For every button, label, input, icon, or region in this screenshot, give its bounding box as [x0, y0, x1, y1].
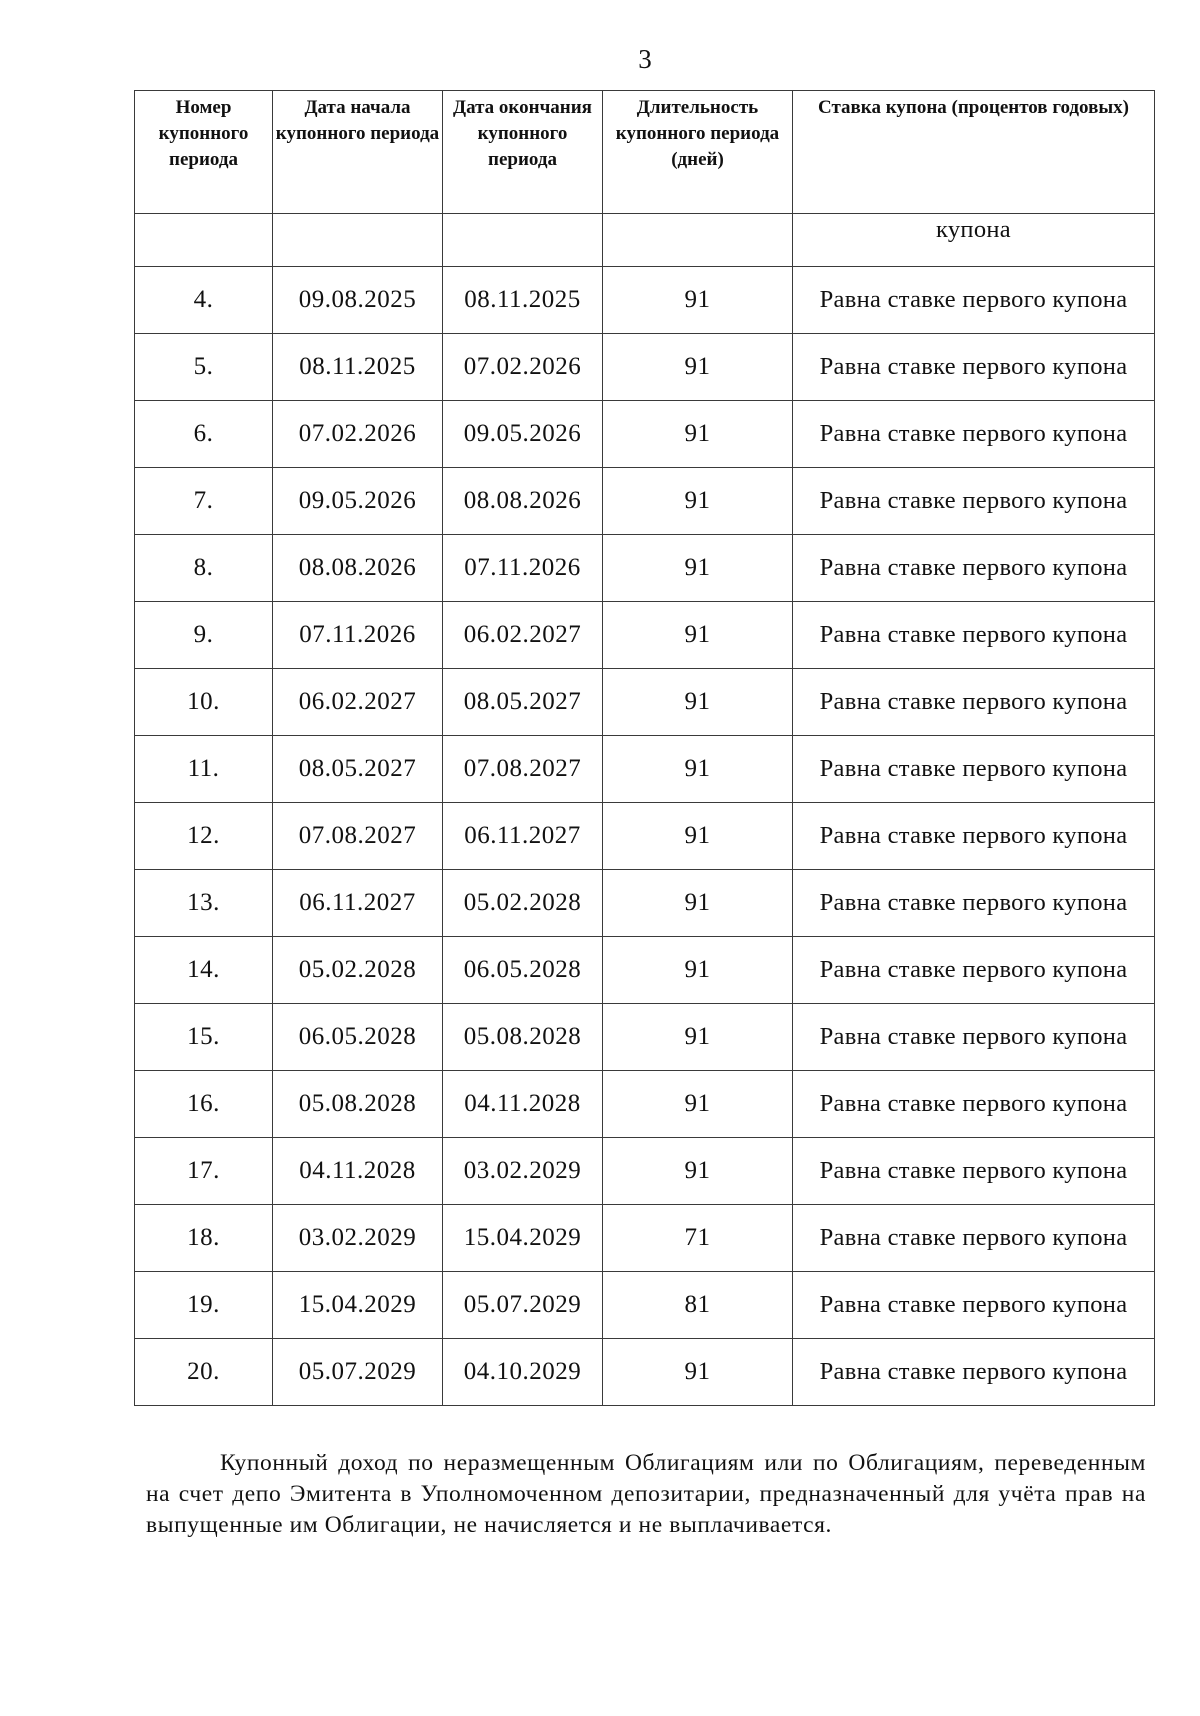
start-date-cell: 03.02.2029: [273, 1205, 443, 1272]
end-date-cell: 07.11.2026: [443, 535, 603, 602]
start-date-cell: 05.08.2028: [273, 1071, 443, 1138]
table-row: [135, 602, 1155, 669]
duration-cell: 91: [603, 535, 793, 602]
table-row: [135, 401, 1155, 468]
page-number: 3: [638, 44, 652, 74]
table-row: [135, 334, 1155, 401]
period-number-cell: 13.: [135, 870, 273, 937]
start-date-cell: 07.11.2026: [273, 602, 443, 669]
start-date-cell: 06.11.2027: [273, 870, 443, 937]
duration-cell: 91: [603, 803, 793, 870]
table-row: [135, 870, 1155, 937]
coupon-rate-cell: Равна ставке первого купона: [793, 669, 1155, 736]
table-row: [135, 267, 1155, 334]
end-date-cell: 05.02.2028: [443, 870, 603, 937]
coupon-rate-cell: Равна ставке первого купона: [793, 1004, 1155, 1071]
duration-cell: 91: [603, 736, 793, 803]
start-date-cell: 15.04.2029: [273, 1272, 443, 1339]
header-start-date: Дата начала купонного периода: [273, 91, 443, 214]
start-date-cell: 07.08.2027: [273, 803, 443, 870]
duration-cell: 91: [603, 1071, 793, 1138]
note-text: Купонный доход по неразмещенным Облигациям или по Облигациям, переведенным на счет депо Эмитента в Уполномоченном депозитарии, предназначенный для учёта прав на выпущенные им Облигации, не начисляется и не выплачивается.: [146, 1450, 1146, 1538]
period-number-cell: 19.: [135, 1272, 273, 1339]
table-row: [135, 736, 1155, 803]
start-date-cell: 05.02.2028: [273, 937, 443, 1004]
start-date-cell: 06.05.2028: [273, 1004, 443, 1071]
table-header-row: [135, 91, 1155, 214]
end-date-cell: 05.08.2028: [443, 1004, 603, 1071]
table-row: [135, 669, 1155, 736]
duration-cell: 91: [603, 267, 793, 334]
end-date-cell: 08.08.2026: [443, 468, 603, 535]
table-cell: [443, 214, 603, 267]
period-number-cell: 9.: [135, 602, 273, 669]
start-date-cell: 09.08.2025: [273, 267, 443, 334]
start-date-cell: 08.11.2025: [273, 334, 443, 401]
end-date-cell: 04.10.2029: [443, 1339, 603, 1406]
table-row: [135, 1272, 1155, 1339]
period-number-cell: 7.: [135, 468, 273, 535]
table-cell: [135, 214, 273, 267]
table-row: [135, 1339, 1155, 1406]
duration-cell: 91: [603, 401, 793, 468]
duration-cell: 91: [603, 602, 793, 669]
coupon-rate-cell: Равна ставке первого купона: [793, 535, 1155, 602]
period-number-cell: 4.: [135, 267, 273, 334]
coupon-rate-cell: Равна ставке первого купона: [793, 267, 1155, 334]
start-date-cell: 06.02.2027: [273, 669, 443, 736]
end-date-cell: 08.11.2025: [443, 267, 603, 334]
end-date-cell: 06.05.2028: [443, 937, 603, 1004]
coupon-rate-cell: Равна ставке первого купона: [793, 468, 1155, 535]
header-end-date: Дата окончания купонного периода: [443, 91, 603, 214]
start-date-cell: 08.05.2027: [273, 736, 443, 803]
duration-cell: 91: [603, 870, 793, 937]
coupon-schedule-table: [134, 90, 1155, 1406]
period-number-cell: 6.: [135, 401, 273, 468]
coupon-rate-cell: Равна ставке первого купона: [793, 1272, 1155, 1339]
duration-cell: 91: [603, 1138, 793, 1205]
table-row: [135, 803, 1155, 870]
end-date-cell: 08.05.2027: [443, 669, 603, 736]
duration-cell: 91: [603, 937, 793, 1004]
duration-cell: 91: [603, 1004, 793, 1071]
table-row: [135, 937, 1155, 1004]
coupon-rate-cell: Равна ставке первого купона: [793, 1138, 1155, 1205]
duration-cell: 91: [603, 468, 793, 535]
end-date-cell: 07.02.2026: [443, 334, 603, 401]
period-number-cell: 20.: [135, 1339, 273, 1406]
continuation-rate-cell: купона: [793, 214, 1155, 267]
table-row: [135, 1071, 1155, 1138]
start-date-cell: 09.05.2026: [273, 468, 443, 535]
period-number-cell: 16.: [135, 1071, 273, 1138]
end-date-cell: 15.04.2029: [443, 1205, 603, 1272]
end-date-cell: 09.05.2026: [443, 401, 603, 468]
header-coupon-rate: Ставка купона (процентов годовых): [793, 91, 1155, 214]
table-row: [135, 1138, 1155, 1205]
end-date-cell: 07.08.2027: [443, 736, 603, 803]
start-date-cell: 05.07.2029: [273, 1339, 443, 1406]
coupon-rate-cell: Равна ставке первого купона: [793, 334, 1155, 401]
period-number-cell: 17.: [135, 1138, 273, 1205]
coupon-rate-cell: Равна ставке первого купона: [793, 870, 1155, 937]
period-number-cell: 18.: [135, 1205, 273, 1272]
period-number-cell: 8.: [135, 535, 273, 602]
coupon-rate-cell: Равна ставке первого купона: [793, 736, 1155, 803]
table-row: [135, 1004, 1155, 1071]
coupon-rate-cell: Равна ставке первого купона: [793, 1339, 1155, 1406]
duration-cell: 81: [603, 1272, 793, 1339]
start-date-cell: 07.02.2026: [273, 401, 443, 468]
coupon-rate-cell: Равна ставке первого купона: [793, 937, 1155, 1004]
period-number-cell: 5.: [135, 334, 273, 401]
period-number-cell: 11.: [135, 736, 273, 803]
duration-cell: 91: [603, 669, 793, 736]
header-duration: Длительность купонного периода (дней): [603, 91, 793, 214]
coupon-rate-cell: Равна ставке первого купона: [793, 401, 1155, 468]
end-date-cell: 04.11.2028: [443, 1071, 603, 1138]
period-number-cell: 14.: [135, 937, 273, 1004]
coupon-rate-cell: Равна ставке первого купона: [793, 803, 1155, 870]
table-row: [135, 535, 1155, 602]
end-date-cell: 06.02.2027: [443, 602, 603, 669]
table-cell: [603, 214, 793, 267]
duration-cell: 91: [603, 334, 793, 401]
end-date-cell: 05.07.2029: [443, 1272, 603, 1339]
end-date-cell: 06.11.2027: [443, 803, 603, 870]
table-continuation-row: [135, 214, 1155, 267]
coupon-rate-cell: Равна ставке первого купона: [793, 602, 1155, 669]
coupon-rate-cell: Равна ставке первого купона: [793, 1071, 1155, 1138]
start-date-cell: 08.08.2026: [273, 535, 443, 602]
table-row: [135, 468, 1155, 535]
table-row: [135, 1205, 1155, 1272]
period-number-cell: 10.: [135, 669, 273, 736]
end-date-cell: 03.02.2029: [443, 1138, 603, 1205]
coupon-rate-cell: Равна ставке первого купона: [793, 1205, 1155, 1272]
start-date-cell: 04.11.2028: [273, 1138, 443, 1205]
period-number-cell: 15.: [135, 1004, 273, 1071]
duration-cell: 91: [603, 1339, 793, 1406]
duration-cell: 71: [603, 1205, 793, 1272]
table-cell: [273, 214, 443, 267]
period-number-cell: 12.: [135, 803, 273, 870]
note-paragraph: [146, 1448, 1146, 1541]
header-period-number: Номер купонного периода: [135, 91, 273, 214]
